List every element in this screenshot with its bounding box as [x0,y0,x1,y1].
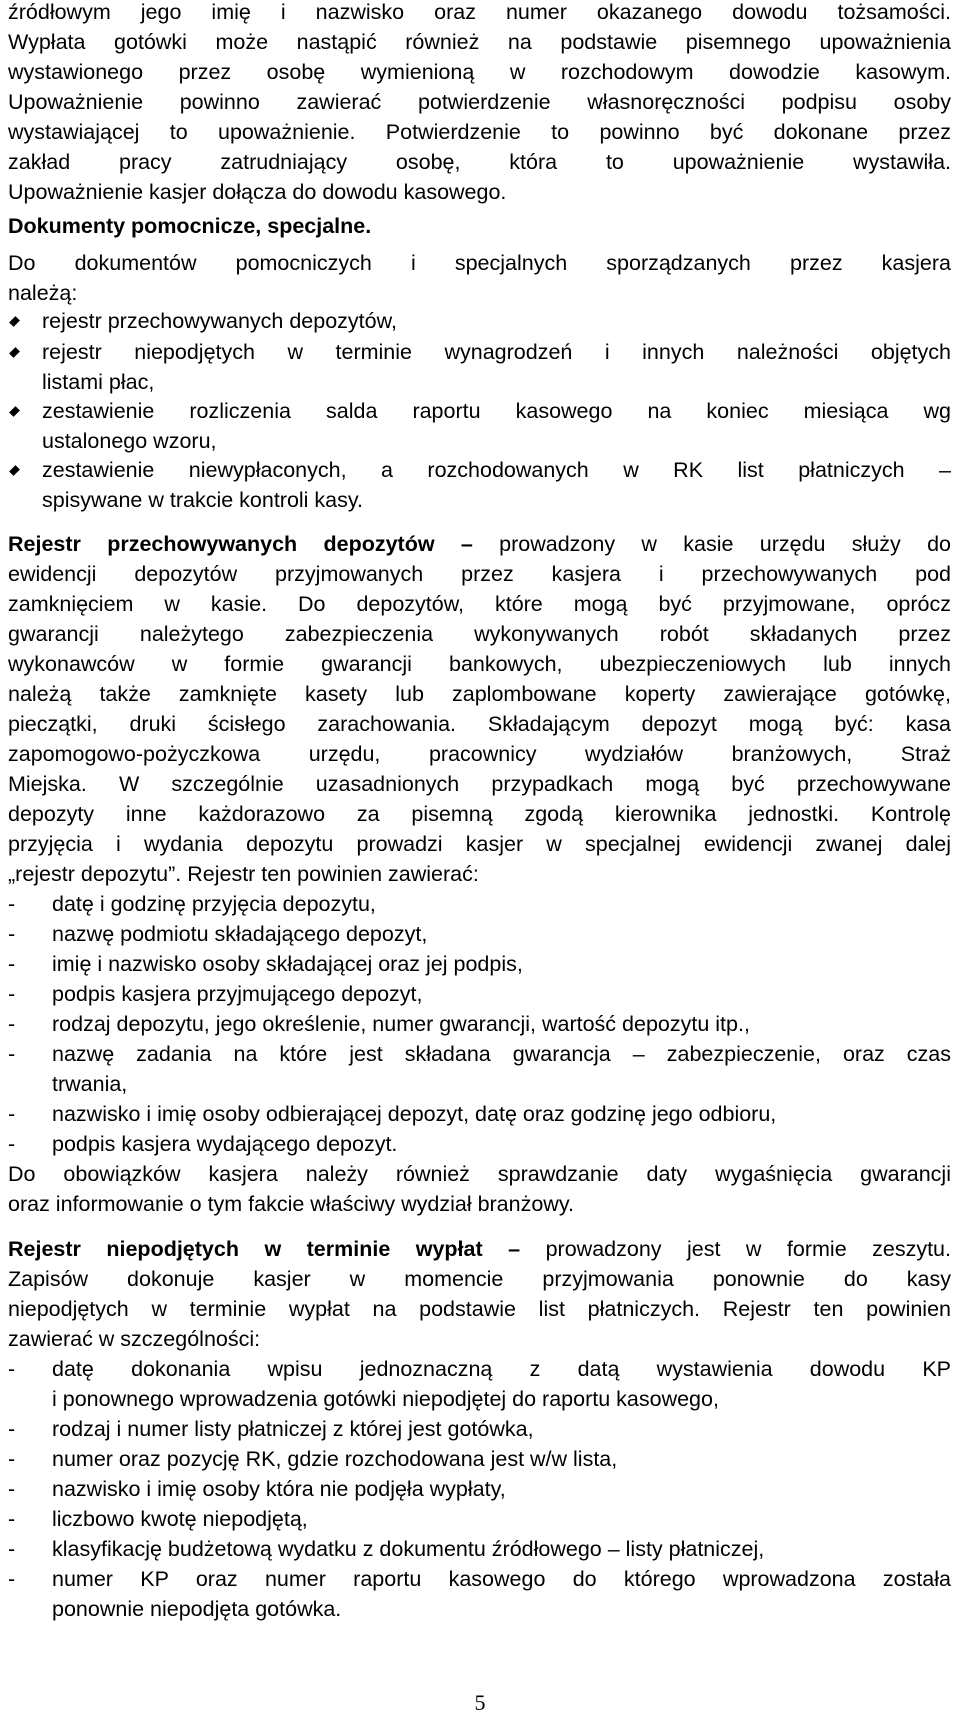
dash-marker: - [8,1357,16,1381]
dash-marker: - [8,1537,16,1561]
text-line: Upoważnienie kasjer dołącza do dowodu kasowego. [8,180,507,204]
bold-term: Rejestr niepodjętych w terminie wypłat [8,1237,483,1261]
dash-marker: - [8,892,16,916]
dash-marker: - [8,1507,16,1531]
em-dash: – [508,1237,521,1261]
list-item: liczbowo kwotę niepodjętą, [52,1507,308,1531]
list-item-continuation: spisywane w trakcie kontroli kasy. [42,488,364,512]
list-item: numer oraz pozycję RK, gdzie rozchodowana jest w/w lista, [52,1447,618,1471]
list-item: numer KP oraz numer raportu kasowego do którego wprowadzona została [52,1567,951,1591]
text-line: Upoważnienie powinno zawierać potwierdzenie własnoręczności podpisu osoby [8,90,951,114]
list-item: datę i godzinę przyjęcia depozytu, [52,892,376,916]
list-item: rodzaj depozytu, jego określenie, numer gwarancji, wartość depozytu itp., [52,1012,750,1036]
text-line: depozyty inne każdorazowo za pisemną zgodą kierownika jednostki. Kontrolę [8,802,951,826]
text-line: Miejska. W szczególnie uzasadnionych przypadkach mogą być przechowywane [8,772,951,796]
text-line: oraz informowanie o tym fakcie właściwy wydział branżowy. [8,1192,574,1216]
list-item: rodzaj i numer listy płatniczej z której jest gotówka, [52,1417,534,1441]
list-item-continuation: i ponownego wprowadzenia gotówki niepodjętej do raportu kasowego, [52,1387,719,1411]
dash-marker: - [8,1567,16,1591]
list-item: podpis kasjera przyjmującego depozyt, [52,982,423,1006]
section-heading: Dokumenty pomocnicze, specjalne. [8,214,372,238]
list-item: rejestr przechowywanych depozytów, [42,309,397,333]
text-line: zawierać w szczególności: [8,1327,261,1351]
list-item: zestawienie rozliczenia salda raportu kasowego na koniec miesiąca wg [42,399,951,423]
bullet-icon [9,406,20,417]
text-line: Zapisów dokonuje kasjer w momencie przyjmowania ponownie do kasy [8,1267,951,1291]
dash-marker: - [8,1417,16,1441]
list-item: nazwisko i imię osoby która nie podjęła wypłaty, [52,1477,506,1501]
text-line: ewidencji depozytów przyjmowanych przez kasjera i przechowywanych pod [8,562,951,586]
text-line: wykonawców w formie gwarancji bankowych, ubezpieczeniowych lub innych [8,652,951,676]
lead-rest: prowadzony w kasie urzędu służy do [499,532,951,556]
text-line: należą także zamknięte kasety lub zaplombowane koperty zawierające gotówkę, [8,682,951,706]
text-line: Do dokumentów pomocniczych i specjalnych sporządzanych przez kasjera [8,251,951,275]
text-line: Wypłata gotówki może nastąpić również na podstawie pisemnego upoważnienia [8,30,951,54]
text-line: zamknięciem w kasie. Do depozytów, które mogą być przyjmowane, oprócz [8,592,951,616]
dash-marker: - [8,1042,16,1066]
text-line: niepodjętych w terminie wypłat na podstawie list płatniczych. Rejestr ten powinien [8,1297,951,1321]
list-item: klasyfikację budżetową wydatku z dokumentu źródłowego – listy płatniczej, [52,1537,765,1561]
list-item: podpis kasjera wydającego depozyt. [52,1132,398,1156]
text-line: gwarancji należytego zabezpieczenia wykonywanych robót składanych przez [8,622,951,646]
list-item: nazwę zadania na które jest składana gwarancja – zabezpieczenie, oraz czas [52,1042,951,1066]
bullet-icon [9,465,20,476]
dash-marker: - [8,1132,16,1156]
text-line: pieczątki, druki ścisłego zarachowania. Składającym depozyt mogą być: kasa [8,712,951,736]
dash-marker: - [8,1477,16,1501]
dash-marker: - [8,1102,16,1126]
dash-marker: - [8,1447,16,1471]
list-item: nazwisko i imię osoby odbierającej depozyt, datę oraz godzinę jego odbioru, [52,1102,777,1126]
page-number: 5 [474,1690,486,1715]
text-line: źródłowym jego imię i nazwisko oraz numer okazanego dowodu tożsamości. [8,0,951,24]
text-line: zakład pracy zatrudniający osobę, która to upoważnienie wystawiła. [8,150,951,174]
dash-marker: - [8,922,16,946]
list-item: rejestr niepodjętych w terminie wynagrodzeń i innych należności objętych [42,340,951,364]
text-line: „rejestr depozytu”. Rejestr ten powinien zawierać: [8,862,479,886]
dash-marker: - [8,1012,16,1036]
dash-marker: - [8,982,16,1006]
bold-term: Rejestr przechowywanych depozytów [8,532,435,556]
text-line: wystawiającej to upoważnienie. Potwierdzenie to powinno być dokonane przez [8,120,951,144]
text-line: należą: [8,281,78,305]
list-item-continuation: listami płac, [42,370,155,394]
paragraph-lead [8,1234,951,1264]
text-line: Do obowiązków kasjera należy również sprawdzanie daty wygaśnięcia gwarancji [8,1162,951,1186]
list-item: nazwę podmiotu składającego depozyt, [52,922,428,946]
lead-rest: prowadzony jest w formie zeszytu. [545,1237,951,1261]
text-line: wystawionego przez osobę wymienioną w rozchodowym dowodzie kasowym. [8,60,951,84]
list-item-continuation: ustalonego wzoru, [42,429,217,453]
list-item-continuation: ponownie niepodjęta gotówka. [52,1597,342,1621]
bullet-icon [9,347,20,358]
list-item: datę dokonania wpisu jednoznaczną z datą wystawienia dowodu KP [52,1357,951,1381]
dash-marker: - [8,952,16,976]
em-dash: – [460,532,473,556]
text-line: przyjęcia i wydania depozytu prowadzi kasjer w specjalnej ewidencji zwanej dalej [8,832,951,856]
list-item-continuation: trwania, [52,1072,128,1096]
bullet-icon [9,316,20,327]
text-line: zapomogowo-pożyczkowa urzędu, pracownicy wydziałów branżowych, Straż [8,742,951,766]
list-item: zestawienie niewypłaconych, a rozchodowanych w RK list płatniczych – [42,458,951,482]
list-item: imię i nazwisko osoby składającej oraz jej podpis, [52,952,523,976]
paragraph-lead [8,529,951,559]
